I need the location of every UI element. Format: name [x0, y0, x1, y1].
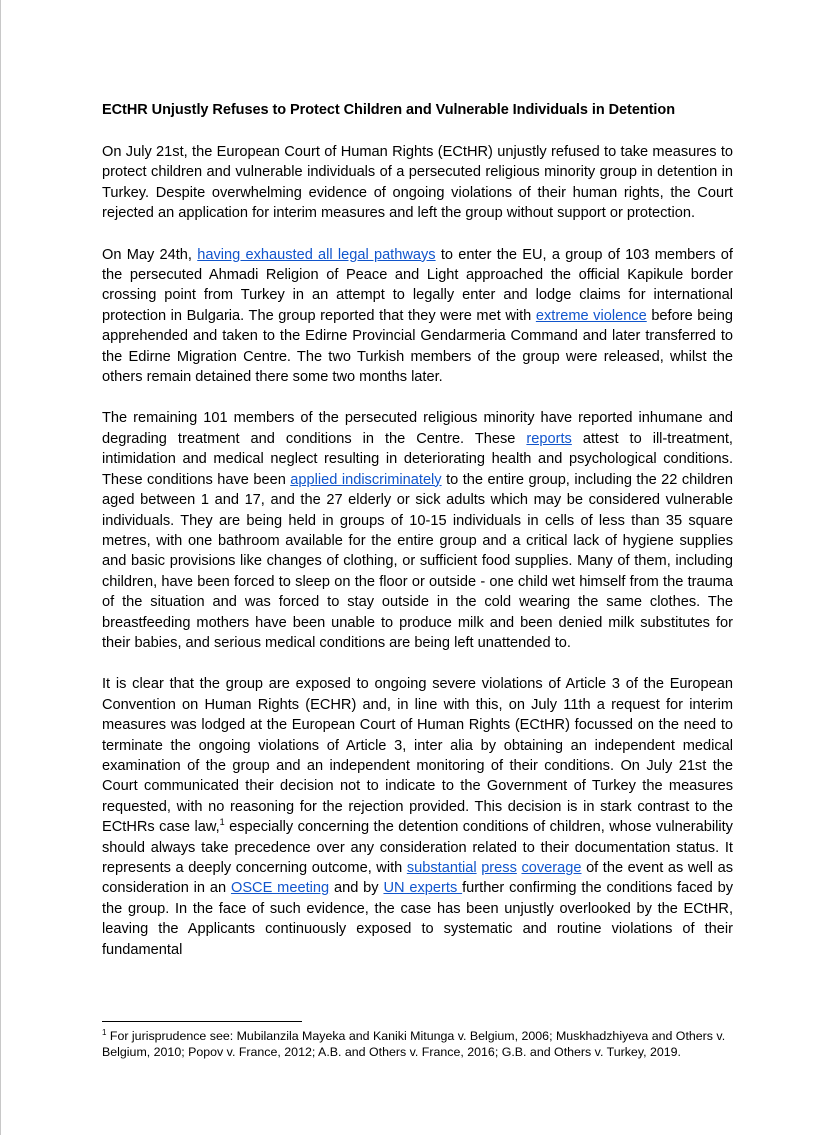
link-applied-indiscriminately[interactable]: applied indiscriminately: [290, 471, 442, 488]
paragraph-text: of the event as well as consideration in an: [102, 860, 734, 897]
link-reports[interactable]: reports: [526, 430, 572, 447]
paragraph-2: [102, 245, 733, 388]
link-coverage[interactable]: coverage: [521, 860, 582, 876]
paragraph-text: especially concerning the detention conditions of children, whose vulnerability should always take precedence over any consideration related to their documentation status. It represents a deeply concerning outcome, with: [102, 819, 733, 876]
footnote-reference[interactable]: 1: [219, 817, 225, 828]
link-substantial[interactable]: substantial: [406, 860, 477, 876]
footnote-text: For jurisprudence see: Mubilanzila Mayeka and Kaniki Mitunga v. Belgium, 2006; Muskhadzhiyeva and Others v. Belgium, 2010; Popov v. France, 2012; A.B. and Others v. France, 2016; G.B. and Others v. Turkey, 2019.: [102, 1029, 726, 1059]
footnote-divider: [102, 1021, 302, 1022]
link-press[interactable]: press: [481, 860, 517, 876]
link-legal-pathways[interactable]: having exhausted all legal pathways: [197, 246, 436, 263]
paragraph-text: to the entire group, including the 22 children aged between 1 and 17, and the 27 elderly or sick adults which may be considered vulnerable individuals. They are being held in groups of 10-15 individuals in cells of less than 35 square metres, with one bathroom available for the entire group and a critical lack of hygiene supplies and basic provisions like changes of clothing, or sufficient food supplies. Many of them, including children, have been forced to sleep on the floor or outside - one child wet himself from the trauma of the situation and was forced to stay outside in the cold wearing the same clothes. The breastfeeding mothers have been unable to produce milk and been denied milk substitutes for their babies, and serious medical conditions are being left unattended to.: [102, 471, 733, 651]
link-un-experts[interactable]: UN experts: [383, 880, 463, 897]
paragraph-1: On July 21st, the European Court of Human Rights (ECtHR) unjustly refused to take measures to protect children and vulnerable individuals of a persecuted religious minority group in detention in Turkey. Despite overwhelming evidence of ongoing violations of their human rights, the Court rejected an application for interim measures and left the group without support or protection.: [102, 144, 733, 222]
paragraph-4: [102, 674, 733, 960]
paragraph-text: to enter the EU, a group of 103 members of the persecuted Ahmadi Religion of Peace and Light approached the official Kapikule border crossing point from Turkey in an attempt to legally enter and lodge claims for international protection in Bulgaria. The group reported that they were met with: [102, 246, 733, 324]
document-title: ECtHR Unjustly Refuses to Protect Children and Vulnerable Individuals in Detention: [102, 102, 676, 118]
paragraph-text: before being apprehended and taken to the Edirne Provincial Gendarmeria Command and later transferred to the Edirne Migration Centre. The two Turkish members of the group were released, whilst the others remain detained there some two months later.: [102, 307, 733, 386]
footnote: [102, 1029, 733, 1060]
document-body: [102, 100, 733, 981]
footnote-mark: 1: [102, 1027, 107, 1037]
paragraph-3: [102, 408, 733, 653]
paragraph-text: further confirming the conditions faced by the group. In the face of such evidence, the case has been unjustly overlooked by the ECtHR, leaving the Applicants continuously exposed to systematic and routine violations of their fundamental: [102, 880, 734, 958]
link-extreme-violence[interactable]: extreme violence: [535, 307, 647, 324]
page-edge: [0, 0, 1, 1135]
paragraph-text: The remaining 101 members of the persecuted religious minority have reported inhumane and degrading treatment and conditions in the Centre. These: [102, 410, 733, 447]
paragraph-text: and by: [329, 880, 384, 897]
link-osce-meeting[interactable]: OSCE meeting: [230, 880, 330, 897]
paragraph-text: It is clear that the group are exposed to ongoing severe violations of Article 3 of the European Convention on Human Rights (ECHR) and, in line with this, on July 11th a request for interim measures was lodged at the European Court of Human Rights (ECtHR) focussed on the need to terminate the ongoing violations of Article 3, inter alia by obtaining an independent medical examination of the group and an independent monitoring of their conditions. On July 21st the Court communicated their decision not to indicate to the Government of Turkey the measures requested, with no reasoning for the rejection provided. This decision is in stark contrast to the ECtHRs case law,: [102, 676, 733, 836]
paragraph-text: On May 24th,: [102, 246, 198, 263]
paragraph-text: attest to ill-treatment, intimidation and medical neglect resulting in deteriorating health and psychological conditions. These conditions have been: [102, 430, 733, 488]
